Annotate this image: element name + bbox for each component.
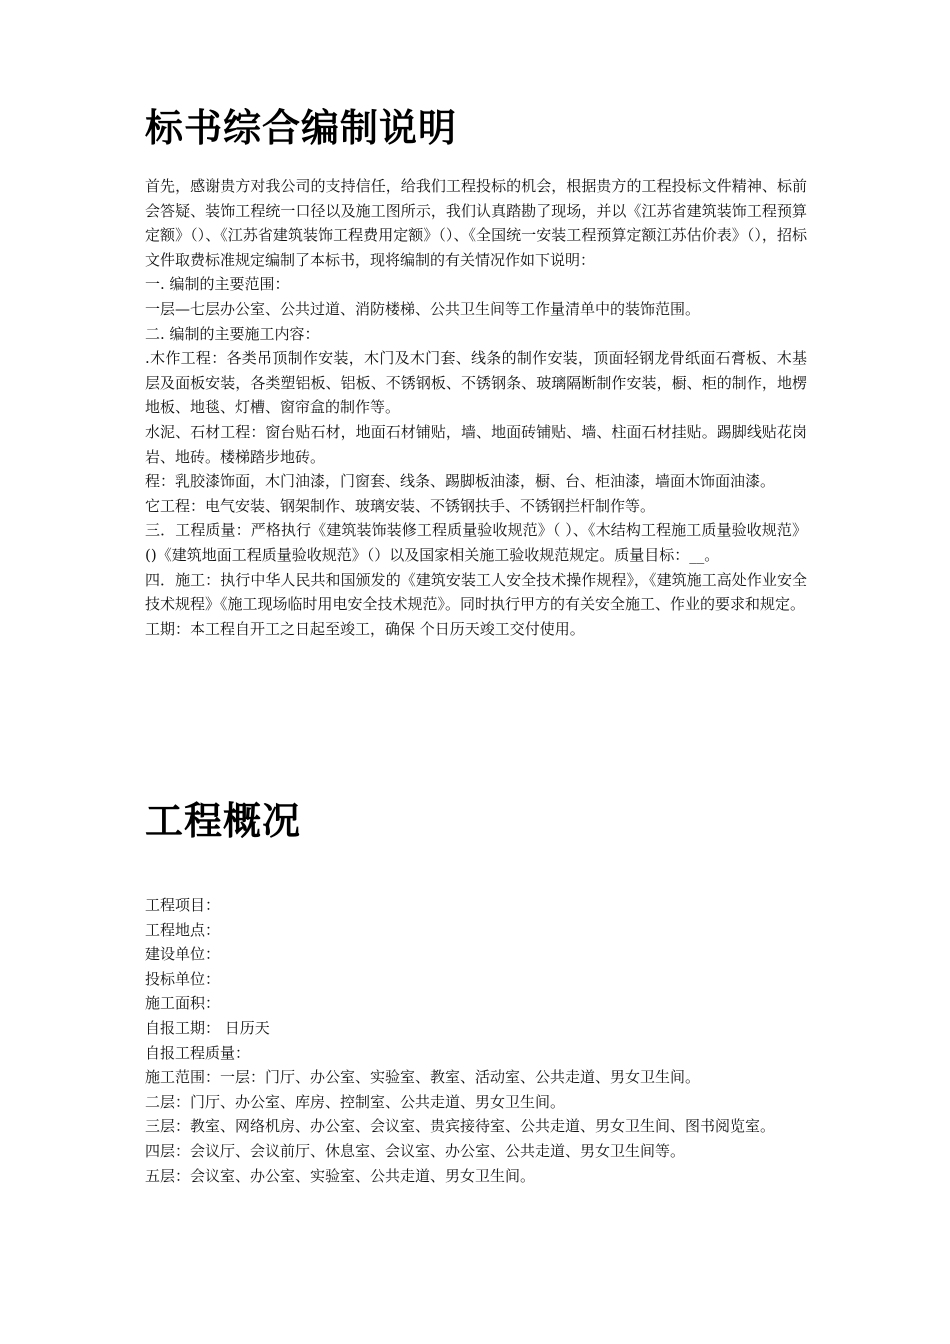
paragraph: 程：乳胶漆饰面，木门油漆，门窗套、线条、踢脚板油漆，橱、台、柜油漆，墙面木饰面油漆。 (145, 472, 776, 491)
paragraph: 投标单位： (145, 969, 221, 988)
section-body-bid-description (145, 174, 807, 641)
section-title-project-overview: 工程概况 (145, 799, 302, 843)
paragraph: 三层：教室、网络机房、办公室、会议室、贵宾接待室、公共走道、男女卫生间、图书阅览室。 (145, 1117, 776, 1136)
paragraph: 四．施工：执行中华人民共和国颁发的《建筑安装工人安全技术操作规程》，《建筑施工高处作业安全技术规程》《施工现场临时用电安全技术规范》。同时执行甲方的有关安全施工、作业的要求和规定。 (145, 570, 807, 614)
paragraph: 水泥、石材工程：窗台贴石材，地面石材铺贴，墙、地面砖铺贴、墙、柱面石材挂贴。踢脚线贴花岗岩、地砖。楼梯踏步地砖。 (145, 422, 807, 466)
paragraph: 三．工程质量：严格执行《建筑装饰装修工程质量验收规范》（ ）、《木结构工程施工质量验收规范》()《建筑地面工程质量验收规范》（）以及国家相关施工验收规范规定。质量目标：__。 (145, 521, 807, 564)
paragraph: 建设单位： (145, 945, 221, 964)
section-body-project-overview (145, 893, 807, 1188)
paragraph: 工程地点： (145, 920, 221, 939)
paragraph: 施工面积： (145, 994, 221, 1013)
paragraph: 首先，感谢贵方对我公司的支持信任，给我们工程投标的机会，根据贵方的工程投标文件精神、标前会答疑、装饰工程统一口径以及施工图所示，我们认真踏勘了现场，并以《江苏省建筑装饰工程预算定额》（）、《江苏省建筑装饰工程费用定额》（）、《全国统一安装工程预算定额江苏估价表》（），招标文件取费标准规定编制了本标书，现将编制的有关情况作如下说明： (145, 177, 807, 269)
paragraph: 二层：门厅、办公室、库房、控制室、公共走道、男女卫生间。 (145, 1092, 566, 1111)
paragraph: 工期：本工程自开工之日起至竣工，确保 个日历天竣工交付使用。 (145, 619, 585, 638)
paragraph: 一层—七层办公室、公共过道、消防楼梯、公共卫生间等工作量清单中的装饰范围。 (145, 299, 701, 318)
paragraph: 施工范围：一层：门厅、办公室、实验室、教室、活动室、公共走道、男女卫生间。 (145, 1068, 701, 1087)
paragraph: 五层：会议室、办公室、实验室、公共走道、男女卫生间。 (145, 1166, 536, 1185)
paragraph: 工程项目： (145, 896, 221, 914)
paragraph: .木作工程：各类吊顶制作安装，木门及木门套、线条的制作安装，顶面轻钢龙骨纸面石膏板、木基层及面板安装，各类塑铝板、铝板、不锈钢板、不锈钢条、玻璃隔断制作安装，橱、柜的制作，地楞地板、地毯、灯槽、窗帘盒的制作等。 (145, 349, 807, 417)
paragraph: 二. 编制的主要施工内容： (145, 324, 320, 343)
paragraph: 它工程：电气安装、钢架制作、玻璃安装、不锈钢扶手、不锈钢拦杆制作等。 (145, 496, 656, 515)
paragraph: 自报工期： 日历天 (145, 1018, 270, 1037)
section-title-bid-description: 标书综合编制说明 (145, 106, 458, 150)
paragraph: 一. 编制的主要范围： (145, 275, 290, 294)
paragraph: 自报工程质量： (145, 1043, 251, 1062)
paragraph: 四层：会议厅、会议前厅、休息室、会议室、办公室、公共走道、男女卫生间等。 (145, 1141, 686, 1160)
